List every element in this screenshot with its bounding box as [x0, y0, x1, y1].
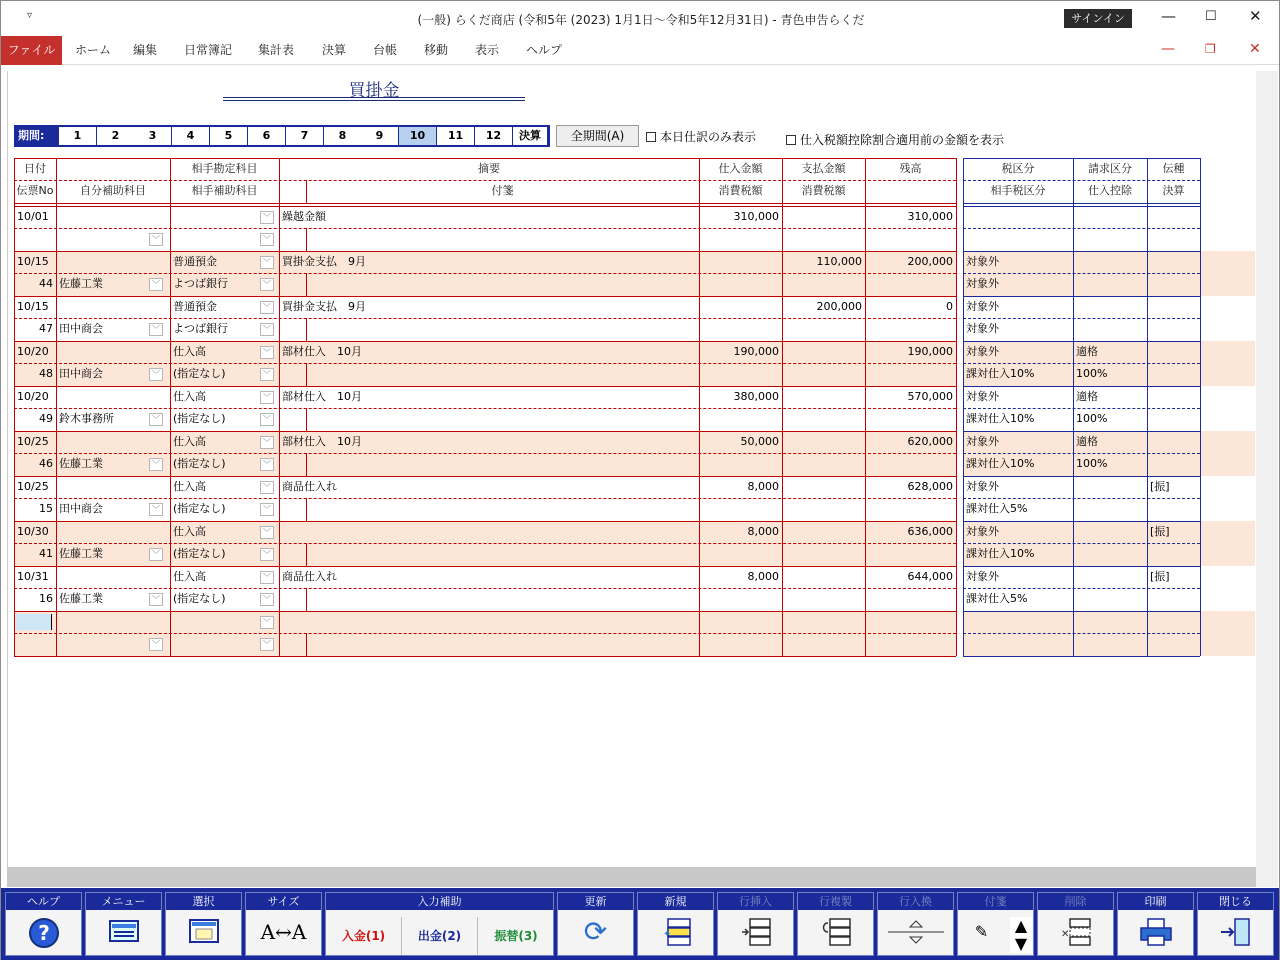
cell-own-sub[interactable]: 佐藤工業: [59, 547, 103, 560]
header-slip-no: 伝票No: [16, 184, 54, 197]
swap-row-label: 行入換: [878, 893, 953, 910]
cell-counter-account[interactable]: 仕入高: [173, 570, 206, 583]
header-purchase-tax: 消費税額: [718, 184, 763, 197]
period-month-12[interactable]: 12: [475, 127, 512, 145]
cell-own-sub[interactable]: 佐藤工業: [59, 457, 103, 470]
cell-counter-tax[interactable]: 課対仕入5%: [966, 502, 1028, 515]
copy-row-icon: [798, 917, 873, 956]
help-label: ヘルプ: [6, 893, 81, 910]
input-assist-label: 入力補助: [326, 893, 553, 910]
chevron-down-icon[interactable]: ﹀: [149, 503, 163, 516]
swap-row-button[interactable]: [877, 892, 954, 956]
cell-date[interactable]: 10/31: [17, 570, 49, 583]
cell-counter-tax[interactable]: 対象外: [966, 322, 999, 335]
maximize-icon[interactable]: ☐: [1205, 9, 1217, 24]
svg-text:?: ?: [37, 921, 50, 945]
help-button[interactable]: [5, 892, 82, 956]
menu-settlement[interactable]: 決算: [322, 43, 347, 57]
grid-line: [963, 633, 1200, 634]
quick-access-icon[interactable]: ▿: [27, 10, 33, 21]
chevron-down-icon[interactable]: ﹀: [149, 548, 163, 561]
cell-purchase[interactable]: 8,000: [747, 570, 779, 583]
chevron-down-icon[interactable]: ﹀: [149, 413, 163, 426]
chevron-down-icon[interactable]: ﹀: [260, 638, 274, 651]
chevron-down-icon[interactable]: ﹀: [260, 616, 274, 629]
grid-line: [306, 180, 307, 203]
grid-line: [14, 180, 956, 181]
cell-counter-tax[interactable]: 対象外: [966, 277, 999, 290]
cell-counter-sub[interactable]: (指定なし): [173, 547, 226, 560]
doc-minimize-icon[interactable]: —: [1161, 41, 1175, 57]
horizontal-scrollbar[interactable]: [7, 867, 1256, 887]
swap-row-icon: [878, 917, 953, 956]
grid-line: [963, 611, 1200, 612]
new-row-icon: [638, 917, 713, 956]
copy-row-label: 行複製: [798, 893, 873, 910]
cell-summary[interactable]: 部材仕入 10月: [282, 435, 362, 448]
menu-summary[interactable]: 集計表: [258, 43, 295, 57]
cell-payment[interactable]: 110,000: [816, 255, 862, 268]
cell-counter-tax[interactable]: 課対仕入10%: [966, 412, 1035, 425]
header-counter-account: 相手勘定科目: [191, 162, 258, 175]
cell-balance[interactable]: 644,000: [907, 570, 953, 583]
period-settlement[interactable]: 決算: [513, 127, 547, 145]
copy-row-button[interactable]: [797, 892, 874, 956]
refresh-icon: ⟳: [583, 915, 608, 948]
cell-purchase[interactable]: 310,000: [733, 210, 779, 223]
cell-date[interactable]: 10/15: [17, 300, 49, 313]
all-periods-button[interactable]: 全期間(A): [556, 125, 639, 147]
cell-balance[interactable]: 628,000: [907, 480, 953, 493]
period-month-10[interactable]: 10: [399, 127, 436, 145]
period-month-6[interactable]: 6: [248, 127, 285, 145]
new-label: 新規: [638, 893, 713, 910]
menu-daily[interactable]: 日常簿記: [184, 43, 233, 57]
period-selector: [14, 125, 550, 147]
grid-line: [56, 158, 57, 656]
grid-line: [782, 158, 783, 656]
cell-payment[interactable]: 200,000: [816, 300, 862, 313]
menu-view[interactable]: 表示: [475, 43, 500, 57]
vertical-scrollbar[interactable]: [1256, 71, 1278, 887]
chevron-down-icon[interactable]: ﹀: [260, 368, 274, 381]
cell-counter-tax[interactable]: 課対仕入10%: [966, 457, 1035, 470]
cell-summary[interactable]: 商品仕入れ: [282, 480, 337, 493]
header-payment: 支払金額: [801, 162, 846, 175]
chevron-down-icon[interactable]: ﹀: [260, 413, 274, 426]
printer-icon: [1118, 917, 1193, 956]
chevron-down-icon[interactable]: ﹀: [149, 368, 163, 381]
grid-line: [14, 611, 956, 612]
cell-tax-class[interactable]: 対象外: [966, 480, 999, 493]
menu-button[interactable]: [85, 892, 162, 956]
cell-date[interactable]: 10/30: [17, 525, 49, 538]
chevron-down-icon[interactable]: ﹀: [260, 256, 274, 269]
grid-line: [963, 656, 1200, 657]
cell-counter-sub[interactable]: (指定なし): [173, 457, 226, 470]
period-month-7[interactable]: 7: [286, 127, 323, 145]
minimize-icon[interactable]: —: [1161, 7, 1176, 25]
cell-own-sub[interactable]: 佐藤工業: [59, 277, 103, 290]
period-month-8[interactable]: 8: [324, 127, 361, 145]
cell-slip-no[interactable]: 16: [39, 592, 53, 605]
period-label: 期間:: [18, 129, 45, 142]
header-tax-class: 税区分: [1001, 162, 1035, 175]
header-payment-tax: 消費税額: [801, 184, 846, 197]
cell-counter-account[interactable]: 普通預金: [173, 300, 217, 313]
grid-line: [14, 203, 956, 204]
update-label: 更新: [558, 893, 633, 910]
menu-move[interactable]: 移動: [424, 43, 449, 57]
size-button[interactable]: [245, 892, 322, 956]
grid-line: [306, 633, 307, 656]
cell-tax-class[interactable]: 対象外: [966, 435, 999, 448]
exit-door-icon: [1198, 917, 1273, 956]
cell-date[interactable]: 10/01: [17, 210, 49, 223]
chevron-down-icon[interactable]: ﹀: [149, 458, 163, 471]
header-purchase: 仕入金額: [718, 162, 763, 175]
cell-invoice[interactable]: 適格: [1076, 345, 1098, 358]
grid-line: [14, 656, 956, 657]
chevron-down-icon[interactable]: ﹀: [149, 593, 163, 606]
cell-counter-account[interactable]: 仕入高: [173, 480, 206, 493]
grid-line: [306, 363, 307, 386]
header-note: 付箋: [491, 184, 514, 197]
chevron-down-icon[interactable]: ﹀: [260, 548, 274, 561]
chevron-down-icon[interactable]: ﹀: [260, 323, 274, 336]
chevron-down-icon[interactable]: ﹀: [149, 278, 163, 291]
doc-close-icon[interactable]: ✕: [1249, 41, 1261, 57]
note-label: 付箋: [958, 893, 1033, 910]
header-own-sub: 自分補助科目: [80, 184, 146, 197]
select-button[interactable]: [165, 892, 242, 956]
close-window-icon[interactable]: ✕: [1249, 7, 1262, 25]
page-title: 買掛金: [348, 81, 400, 101]
select-icon: [166, 917, 241, 954]
grid-line: [14, 633, 956, 634]
print-button[interactable]: [1117, 892, 1194, 956]
cell-counter-sub[interactable]: (指定なし): [173, 367, 226, 380]
cell-counter-sub[interactable]: (指定なし): [173, 592, 226, 605]
print-label: 印刷: [1118, 893, 1193, 910]
header-summary: 摘要: [478, 162, 500, 175]
cell-purchase[interactable]: 190,000: [733, 345, 779, 358]
cell-purchase[interactable]: 8,000: [747, 480, 779, 493]
grid-top: [14, 158, 956, 159]
cell-balance[interactable]: 190,000: [907, 345, 953, 358]
chevron-down-icon[interactable]: ﹀: [260, 526, 274, 539]
note-order-arrows-icon[interactable]: ▲ ▼: [1010, 917, 1032, 953]
delete-button[interactable]: [1037, 892, 1114, 956]
grid-line: [963, 203, 1200, 204]
size-label: サイズ: [246, 893, 321, 910]
tax-ratio-checkbox[interactable]: [786, 131, 1004, 148]
period-month-9[interactable]: 9: [361, 127, 398, 145]
font-size-icon: A↔A: [260, 920, 307, 944]
chevron-down-icon[interactable]: ﹀: [260, 593, 274, 606]
cell-slip-type[interactable]: [振]: [1150, 480, 1170, 493]
cell-deduction[interactable]: 100%: [1076, 457, 1108, 470]
chevron-down-icon[interactable]: ﹀: [149, 233, 163, 246]
chevron-down-icon[interactable]: ﹀: [260, 346, 274, 359]
cell-balance[interactable]: 310,000: [907, 210, 953, 223]
svg-text:✕: ✕: [1060, 929, 1069, 940]
input-assist-group: [325, 892, 554, 956]
cell-date[interactable]: 10/25: [17, 480, 49, 493]
header-settle: 決算: [1162, 184, 1185, 197]
grid-line: [306, 453, 307, 476]
period-month-4[interactable]: 4: [172, 127, 209, 145]
chevron-down-icon[interactable]: ﹀: [260, 233, 274, 246]
period-month-2[interactable]: 2: [97, 127, 134, 145]
cell-slip-no[interactable]: 41: [39, 547, 53, 560]
update-button[interactable]: [557, 892, 634, 956]
new-button[interactable]: [637, 892, 714, 956]
grid-line: [306, 228, 307, 251]
header-deduction: 仕入控除: [1088, 184, 1132, 197]
cell-own-sub[interactable]: 佐藤工業: [59, 592, 103, 605]
insert-row-button[interactable]: [717, 892, 794, 956]
cell-counter-tax[interactable]: 課対仕入10%: [966, 547, 1035, 560]
chevron-down-icon[interactable]: ﹀: [260, 436, 274, 449]
cell-counter-account[interactable]: 仕入高: [173, 525, 206, 538]
cell-slip-type[interactable]: [振]: [1150, 570, 1170, 583]
cell-summary[interactable]: 繰越金額: [282, 210, 326, 223]
grid-line: [306, 498, 307, 521]
cell-deduction[interactable]: 100%: [1076, 367, 1108, 380]
insert-row-icon: [718, 917, 793, 956]
cell-counter-account[interactable]: 仕入高: [173, 435, 206, 448]
cell-counter-sub[interactable]: よつば銀行: [173, 322, 228, 335]
chevron-down-icon[interactable]: ﹀: [260, 211, 274, 224]
header-slip-type: 伝種: [1162, 162, 1185, 175]
grid-line: [956, 158, 957, 656]
cell-date[interactable]: 10/15: [17, 255, 49, 268]
cell-purchase[interactable]: 8,000: [747, 525, 779, 538]
cell-counter-account[interactable]: 仕入高: [173, 345, 206, 358]
grid-line: [14, 521, 956, 522]
cell-slip-no[interactable]: 15: [39, 502, 53, 515]
deposit-button[interactable]: 入金(1): [326, 917, 402, 955]
period-month-3[interactable]: 3: [134, 127, 171, 145]
chevron-down-icon[interactable]: ﹀: [260, 301, 274, 314]
cell-summary[interactable]: 買掛金支払 9月: [282, 255, 366, 268]
grid-line: [306, 318, 307, 341]
cell-counter-tax[interactable]: 課対仕入5%: [966, 592, 1028, 605]
cell-counter-sub[interactable]: (指定なし): [173, 502, 226, 515]
active-cell-cursor[interactable]: [16, 614, 52, 630]
period-month-11[interactable]: 11: [437, 127, 474, 145]
cell-slip-type[interactable]: [振]: [1150, 525, 1170, 538]
window-title: (一般) らくだ商店 (令和5年 (2023) 1月1日～令和5年12月31日) - 青色申告らくだ: [417, 13, 865, 27]
cell-tax-class[interactable]: 対象外: [966, 300, 999, 313]
chevron-down-icon[interactable]: ﹀: [149, 323, 163, 336]
cell-date[interactable]: 10/25: [17, 435, 49, 448]
cell-invoice[interactable]: 適格: [1076, 435, 1098, 448]
grid-line: [963, 180, 1200, 181]
today-only-label: 本日仕訳のみ表示: [660, 130, 757, 144]
note-button[interactable]: [957, 892, 1034, 956]
menu-help[interactable]: ヘルプ: [526, 43, 563, 57]
cell-slip-no[interactable]: 44: [39, 277, 53, 290]
cell-summary[interactable]: 買掛金支払 9月: [282, 300, 366, 313]
cell-purchase[interactable]: 50,000: [740, 435, 779, 448]
grid-line: [306, 543, 307, 566]
chevron-down-icon[interactable]: ﹀: [260, 503, 274, 516]
delete-label: 削除: [1038, 893, 1113, 910]
chevron-down-icon[interactable]: ﹀: [260, 571, 274, 584]
chevron-down-icon[interactable]: ﹀: [149, 638, 163, 651]
cell-summary[interactable]: 部材仕入 10月: [282, 390, 362, 403]
cell-balance[interactable]: 636,000: [907, 525, 953, 538]
chevron-down-icon[interactable]: ﹀: [260, 278, 274, 291]
cell-tax-class[interactable]: 対象外: [966, 525, 999, 538]
transfer-button[interactable]: 振替(3): [494, 929, 538, 943]
doc-restore-icon[interactable]: ❐: [1205, 42, 1216, 56]
cell-invoice[interactable]: 適格: [1076, 390, 1098, 403]
footer-toolbar: [1, 888, 1279, 960]
period-month-1[interactable]: 1: [59, 127, 96, 145]
cell-tax-class[interactable]: 対象外: [966, 255, 999, 268]
tax-ratio-label: 仕入税額控除割合適用前の金額を表示: [800, 133, 1005, 147]
cell-balance[interactable]: 0: [946, 300, 953, 313]
select-label: 選択: [166, 893, 241, 910]
cell-date[interactable]: 10/20: [17, 390, 49, 403]
cell-counter-tax[interactable]: 課対仕入10%: [966, 367, 1035, 380]
menu-file[interactable]: ファイル: [1, 36, 62, 65]
menu-icon: [86, 917, 161, 954]
cell-counter-sub[interactable]: (指定なし): [173, 412, 226, 425]
cell-slip-no[interactable]: 46: [39, 457, 53, 470]
chevron-down-icon[interactable]: ﹀: [260, 391, 274, 404]
grid-line: [306, 273, 307, 296]
insert-row-label: 行挿入: [718, 893, 793, 910]
cell-summary[interactable]: 商品仕入れ: [282, 570, 337, 583]
cell-slip-no[interactable]: 47: [39, 322, 53, 335]
menu-label: メニュー: [86, 893, 161, 910]
cell-balance[interactable]: 620,000: [907, 435, 953, 448]
chevron-down-icon[interactable]: ﹀: [260, 458, 274, 471]
cell-own-sub[interactable]: 鈴木事務所: [59, 412, 114, 425]
grid-line: [963, 228, 1200, 229]
today-only-checkbox[interactable]: [646, 128, 756, 145]
cell-tax-class[interactable]: 対象外: [966, 390, 999, 403]
menu-edit[interactable]: 編集: [133, 43, 158, 57]
cell-purchase[interactable]: 380,000: [733, 390, 779, 403]
grid-line: [963, 206, 1200, 207]
signin-button[interactable]: サインイン: [1064, 9, 1132, 28]
grid-line: [14, 228, 956, 229]
cell-date[interactable]: 10/20: [17, 345, 49, 358]
title-underline: [223, 97, 525, 101]
cell-tax-class[interactable]: 対象外: [966, 345, 999, 358]
cell-summary[interactable]: 部材仕入 10月: [282, 345, 362, 358]
grid-line: [306, 408, 307, 431]
title-bar: [1, 1, 1279, 36]
cell-own-sub[interactable]: 田中商会: [59, 367, 103, 380]
menu-ledger[interactable]: 台帳: [373, 43, 398, 57]
note-icon: ✎: [974, 922, 989, 941]
menu-home[interactable]: ホーム: [75, 43, 112, 57]
cell-own-sub[interactable]: 田中商会: [59, 502, 103, 515]
close-button[interactable]: [1197, 892, 1274, 956]
header-counter-tax: 相手税区分: [990, 184, 1046, 197]
close-label: 閉じる: [1198, 893, 1273, 910]
cell-tax-class[interactable]: 対象外: [966, 570, 999, 583]
cell-slip-no[interactable]: 49: [39, 412, 53, 425]
cell-own-sub[interactable]: 田中商会: [59, 322, 103, 335]
cell-balance[interactable]: 200,000: [907, 255, 953, 268]
header-date: 日付: [24, 162, 46, 175]
cell-balance[interactable]: 570,000: [907, 390, 953, 403]
cell-deduction[interactable]: 100%: [1076, 412, 1108, 425]
grid-line: [963, 158, 1200, 159]
grid-line: [306, 588, 307, 611]
grid-line: [1200, 158, 1201, 656]
period-month-5[interactable]: 5: [210, 127, 247, 145]
header-balance: 残高: [899, 162, 922, 175]
cell-counter-sub[interactable]: よつば銀行: [173, 277, 228, 290]
cell-counter-account[interactable]: 仕入高: [173, 390, 206, 403]
header-counter-sub: 相手補助科目: [191, 184, 258, 197]
delete-row-icon: [1038, 917, 1113, 956]
header-invoice: 請求区分: [1088, 162, 1132, 175]
menu-bar: [1, 36, 1279, 65]
withdraw-button[interactable]: 出金(2): [402, 917, 478, 955]
help-icon: [6, 917, 81, 958]
svg-text:✦: ✦: [662, 929, 671, 940]
cell-slip-no[interactable]: 48: [39, 367, 53, 380]
cell-counter-account[interactable]: 普通預金: [173, 255, 217, 268]
chevron-down-icon[interactable]: ﹀: [260, 481, 274, 494]
